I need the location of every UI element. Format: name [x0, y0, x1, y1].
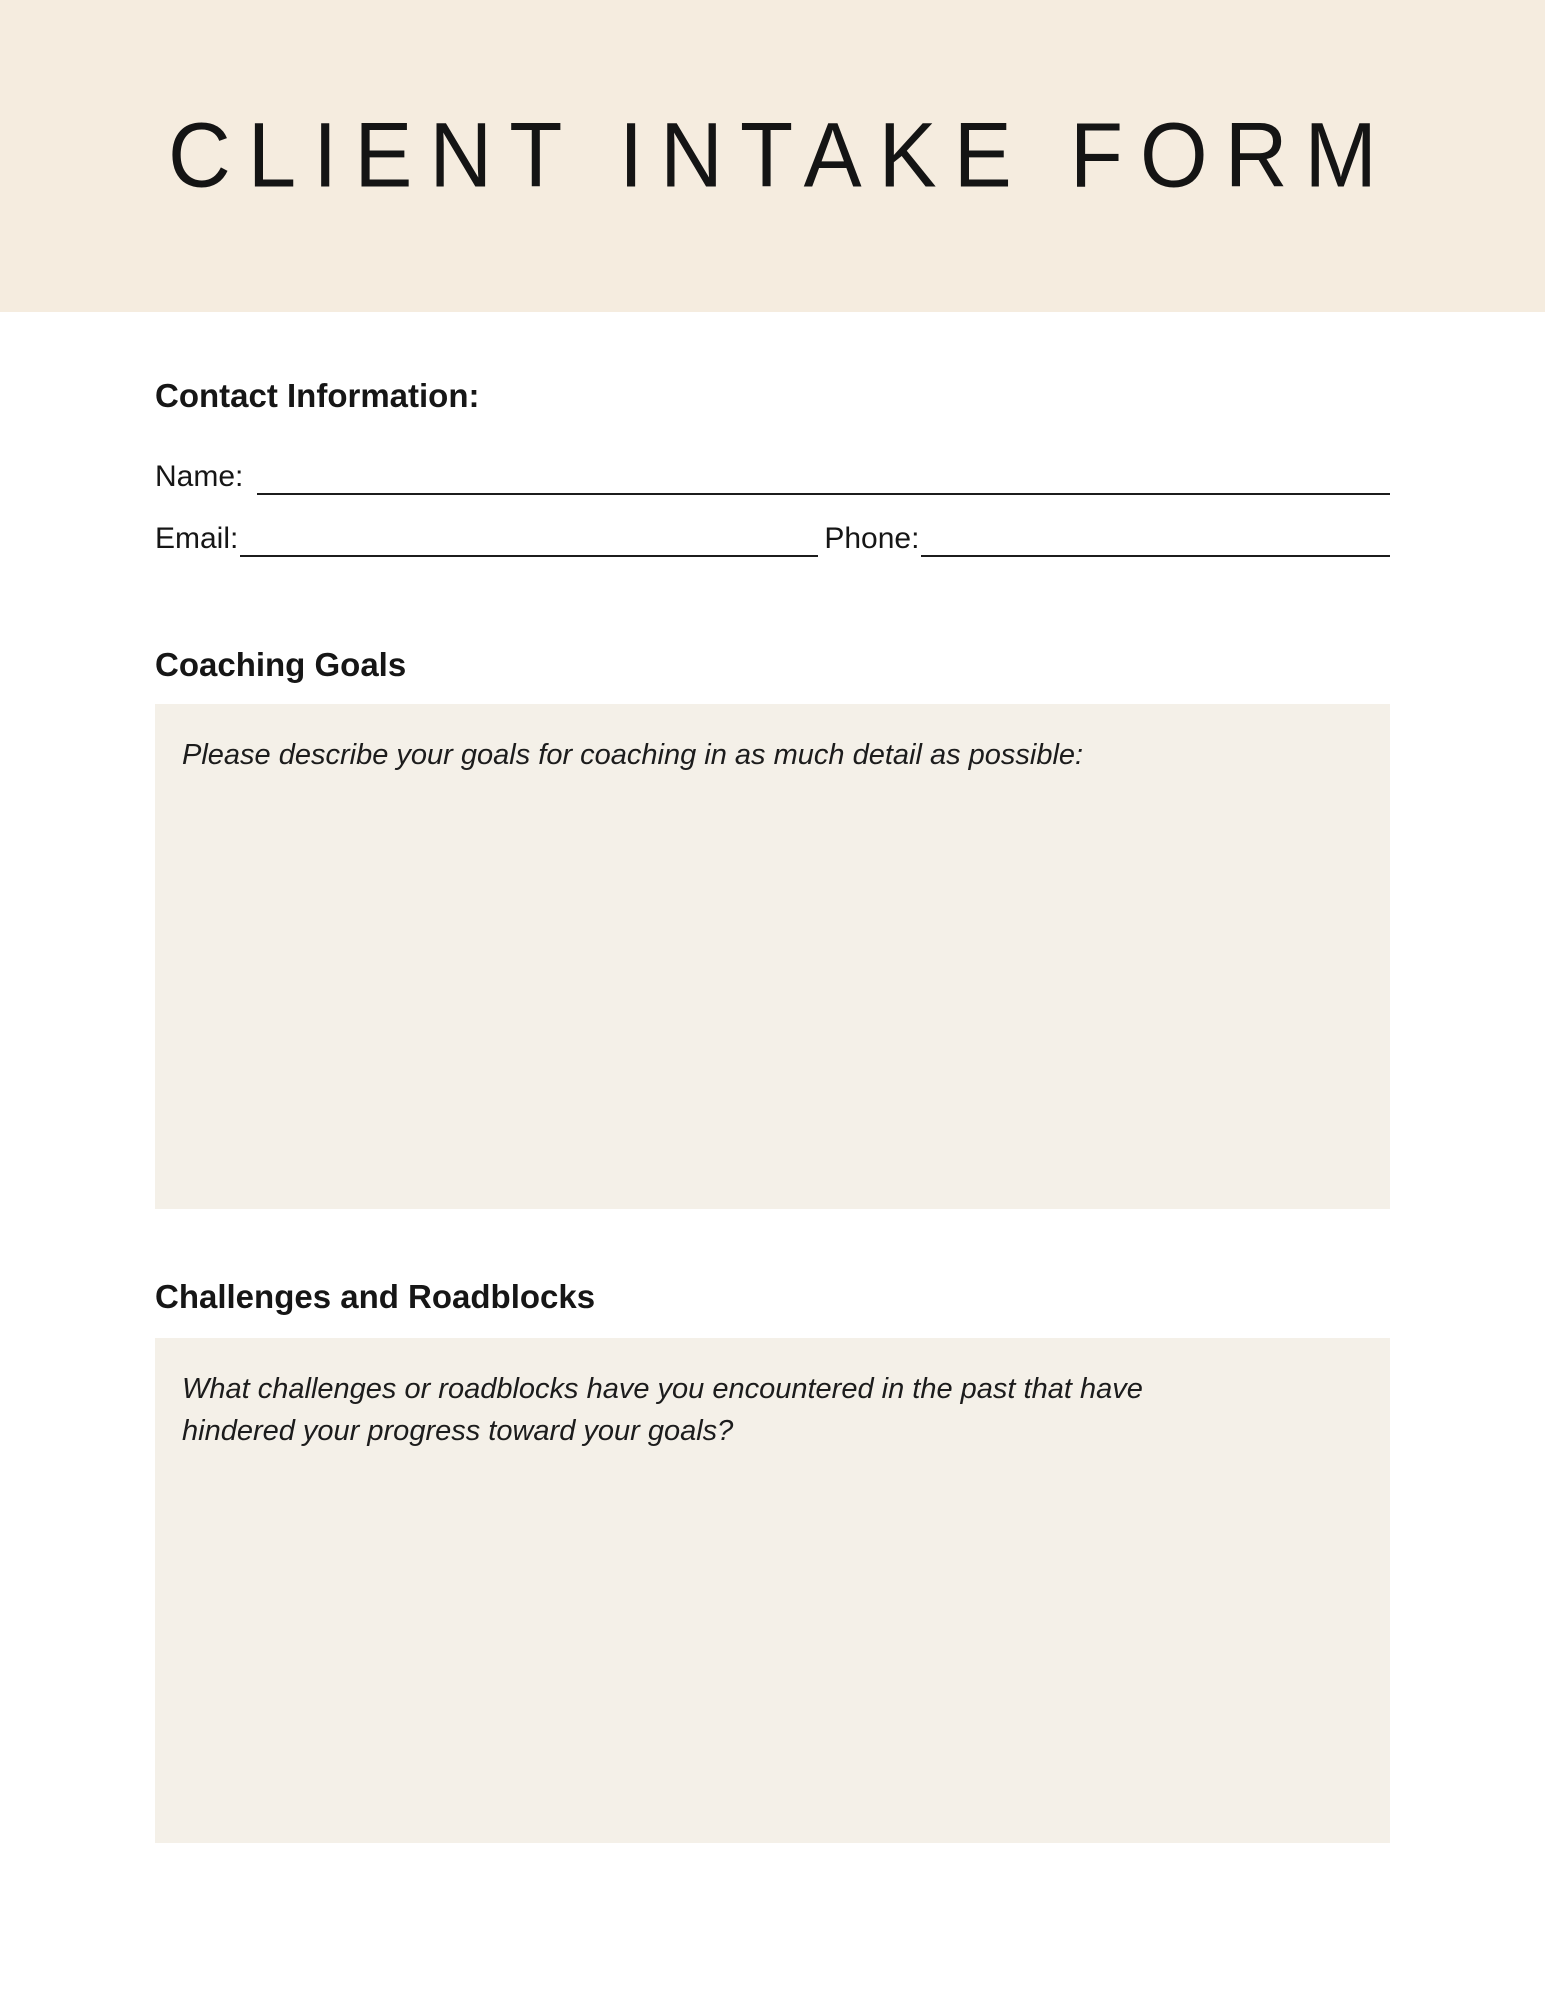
coaching-goals-prompt: Please describe your goals for coaching in as much detail as possible: — [182, 739, 1084, 771]
page-title: CLIENT INTAKE FORM — [167, 104, 1395, 207]
email-phone-field-row — [155, 519, 1390, 557]
coaching-goals-answer-area[interactable] — [155, 704, 1390, 1209]
email-input-line[interactable] — [240, 519, 818, 557]
email-label: Email: — [155, 522, 239, 555]
coaching-goals-heading: Coaching Goals — [155, 646, 407, 683]
challenges-answer-area[interactable] — [155, 1338, 1390, 1843]
form-content — [0, 312, 1545, 1843]
challenges-prompt: What challenges or roadblocks have you encountered in the past that have hindered your progress toward your goals? — [182, 1373, 1143, 1447]
contact-information-heading: Contact Information: — [155, 377, 480, 414]
challenges-heading: Challenges and Roadblocks — [155, 1278, 596, 1315]
phone-label: Phone: — [824, 522, 920, 555]
name-field-row — [155, 457, 1390, 495]
form-header-band — [0, 0, 1545, 312]
name-input-line[interactable] — [257, 457, 1390, 495]
phone-input-line[interactable] — [921, 519, 1390, 557]
name-label: Name: — [155, 460, 244, 493]
